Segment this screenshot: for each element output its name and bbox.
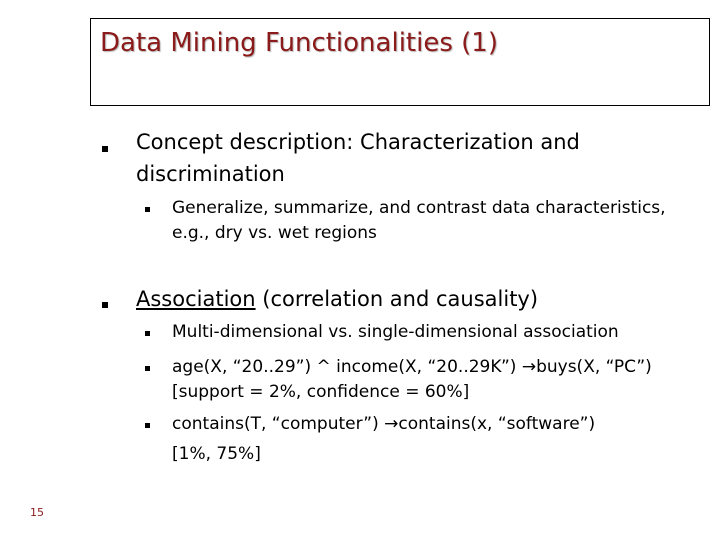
contains-rule-consequent: contains(x, “software”)	[398, 414, 596, 434]
slide-number: 15	[30, 506, 44, 519]
sub-bullet-age-marker	[145, 366, 150, 371]
sub-bullet-multidim: Multi-dimensional vs. single-dimensional association	[172, 322, 619, 342]
slide-title: Data Mining Functionalities (1)	[100, 28, 498, 58]
sub-bullet-contains-line1	[172, 412, 595, 437]
bullet-concept-marker	[102, 146, 108, 152]
sub-bullet-generalize-line1: Generalize, summarize, and contrast data characteristics,	[172, 198, 666, 218]
sub-bullet-contains-line2: [1%, 75%]	[172, 444, 261, 464]
association-rest: (correlation and causality)	[255, 287, 539, 311]
sub-bullet-age-line2: [support = 2%, confidence = 60%]	[172, 382, 470, 402]
age-rule-antecedent: age(X, “20..29”) ^ income(X, “20..29K”)	[172, 357, 522, 377]
sub-bullet-age-line1	[172, 355, 652, 380]
sub-bullet-generalize-line2: e.g., dry vs. wet regions	[172, 223, 377, 243]
association-term: Association	[136, 287, 256, 311]
bullet-association-marker	[102, 302, 108, 308]
bullet-association-line	[136, 283, 538, 315]
bullet-concept-line1: Concept description: Characterization and	[136, 130, 580, 154]
sub-bullet-multidim-marker	[145, 331, 150, 336]
arrow-icon: →	[521, 357, 537, 377]
sub-bullet-generalize-marker	[145, 207, 150, 212]
contains-rule-antecedent: contains(T, “computer”)	[172, 414, 385, 434]
arrow-icon: →	[384, 414, 399, 434]
bullet-concept-line2: discrimination	[136, 162, 285, 186]
age-rule-consequent: buys(X, “PC”)	[536, 357, 652, 377]
sub-bullet-contains-marker	[145, 423, 150, 428]
